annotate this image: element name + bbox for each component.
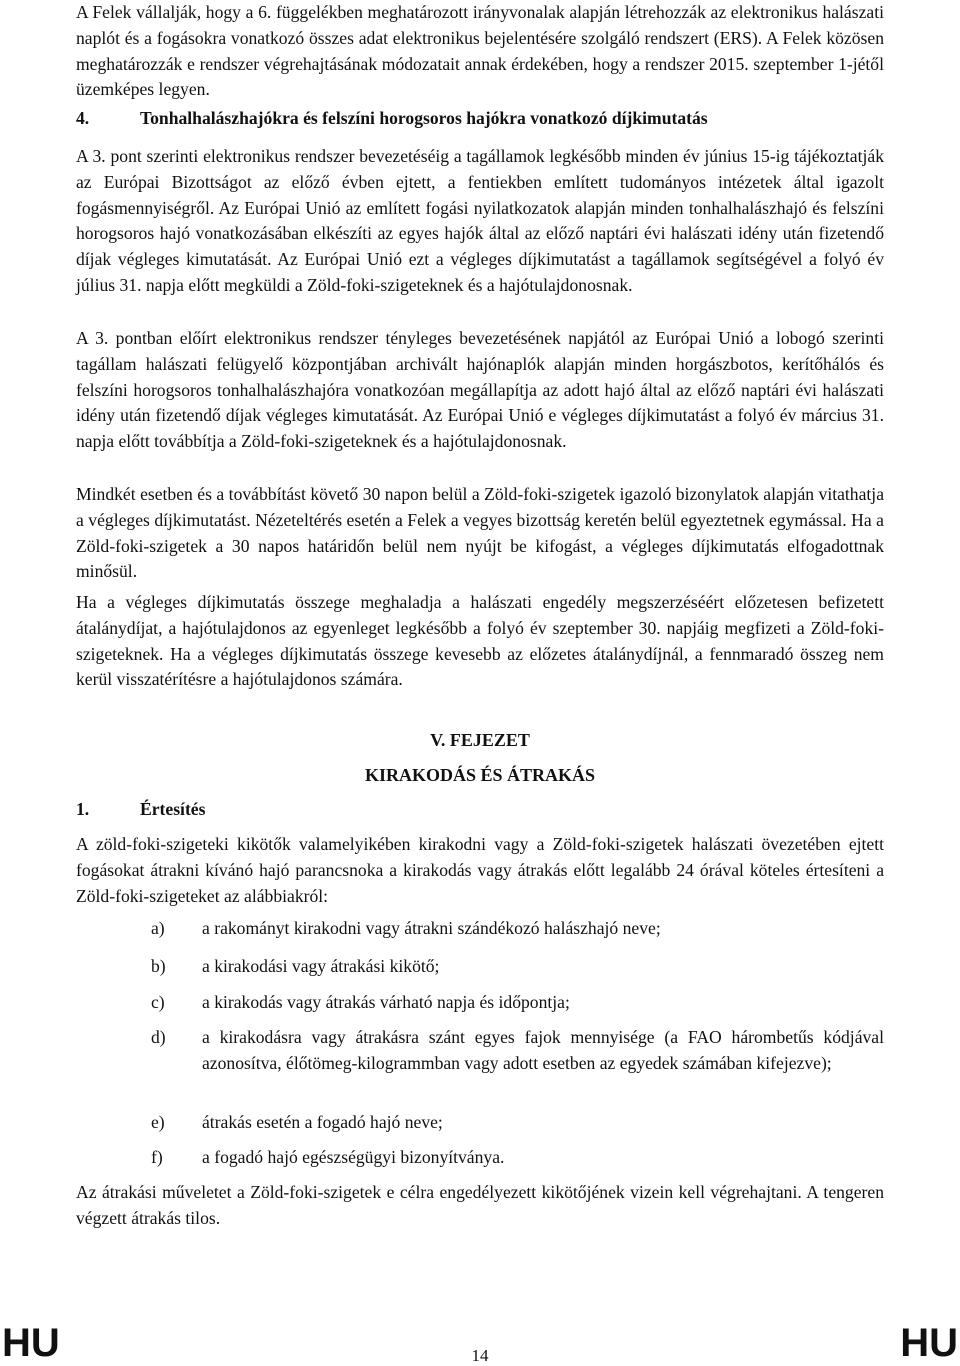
paragraph-dispute: Mindkét esetben és a továbbítást követő 30 napon belül a Zöld-foki-szigetek igazoló bizonylatok alapján vitathatja a végleges díjkimutatást. Nézeteltérés esetén a Felek a vegyes bizottság keretén belül egyeztetnek egymással. Ha a Zöld-foki-szigetek a 30 napos határidőn belül nem nyújt be kifogást, a végleges díjkimutatás elfogadottnak minősül. <box>76 484 884 582</box>
list-item-label: c) <box>151 992 165 1012</box>
list-item-label: f) <box>151 1147 163 1167</box>
list-item-text: a kirakodási vagy átrakási kikötő; <box>202 956 440 976</box>
list-item-text: a rakományt kirakodni vagy átrakni szándékozó halászhajó neve; <box>202 918 661 938</box>
paragraph-a3-first: A 3. pont szerinti elektronikus rendszer bevezetéséig a tagállamok legkésőbb minden év június 15-ig tájékoztatják az Európai Bizottságot az előző évben ejtett, a fentiekben említett tudományos intézetek által igazolt fogásmennyiségről. Az Európai Unió az említett fogási nyilatkozatok alapján minden tonhalhalászhajó és felszíni horogsoros hajó vonatkozásában elkészíti az egyes hajók által az előző naptári évi halászati idény után fizetendő díjak végleges kimutatását. Az Európai Unió ezt a végleges díjkimutatást a tagállamok segítségével a folyó év július 31. napja előtt megküldi a Zöld-foki-szigeteknek és a hajótulajdonosnak. <box>76 146 884 295</box>
footer-language-right: HU <box>900 1321 958 1365</box>
chapter-title: V. FEJEZET <box>430 730 530 750</box>
paragraph-notice: A zöld-foki-szigeteki kikötők valamelyikében kirakodni vagy a Zöld-foki-szigetek halászati övezetében ejtett fogásokat átrakni kívánó hajó parancsnoka a kirakodás vagy átrakás előtt legalább 24 órával köteles értesíteni a Zöld-foki-szigeteket az alábbiakról: <box>76 834 884 906</box>
paragraph-intro: A Felek vállalják, hogy a 6. függelékben meghatározott irányvonalak alapján létrehozzák az elektronikus halászati naplót és a fogásokra vonatkozó összes adat elektronikus bejelentésére szolgáló rendszert (ERS). A Felek közösen meghatározzák e rendszer végrehajtásának módozatait annak érdekében, hogy a rendszer 2015. szeptember 1-jétől üzemképes legyen. <box>76 2 884 100</box>
section-1-title: Értesítés <box>140 799 206 819</box>
list-item-text: a kirakodás vagy átrakás várható napja és időpontja; <box>202 992 570 1012</box>
list-item-text: a kirakodásra vagy átrakásra szánt egyes fajok mennyisége (a FAO hárombetűs kódjával azonosítva, élőtömeg-kilogrammban vagy adott esetben az egyedek számában kifejezve); <box>202 1027 884 1073</box>
list-item-label: b) <box>151 956 166 976</box>
list-item-label: a) <box>151 918 165 938</box>
paragraph-excess: Ha a végleges díjkimutatás összege meghaladja a halászati engedély megszerzéséért előzetesen befizetett átalánydíjat, a hajótulajdonos az egyenleget legkésőbb a folyó év szeptember 30. napjáig megfizeti a Zöld-foki-szigeteknek. Ha a végleges díjkimutatás összege kevesebb az előzetes átalánydíjnál, a fennmaradó összeg nem kerül visszatérítésre a hajótulajdonos számára. <box>76 592 884 690</box>
chapter-subtitle: KIRAKODÁS ÉS ÁTRAKÁS <box>364 765 596 785</box>
list-item-label: d) <box>151 1027 166 1047</box>
paragraph-final: Az átrakási műveletet a Zöld-foki-szigetek e célra engedélyezett kikötőjének vizein kell végrehajtani. A tengeren végzett átrakás tilos. <box>76 1182 884 1228</box>
page-number: 14 <box>471 1346 489 1365</box>
list-item-text: átrakás esetén a fogadó hajó neve; <box>202 1112 443 1132</box>
footer-language-left: HU <box>2 1321 60 1365</box>
section-4-heading <box>76 106 884 132</box>
list-item-text: a fogadó hajó egészségügyi bizonyítványa. <box>202 1147 505 1167</box>
list-item-label: e) <box>151 1112 165 1132</box>
paragraph-a3-second: A 3. pontban előírt elektronikus rendszer tényleges bevezetésének napjától az Európai Unió a lobogó szerinti tagállam halászati felügyelő központjában archivált hajónaplók alapján minden horgászbotos, kerítőhálós és felszíni horogsoros tonhalhalászhajóra vonatkozóan megállapítja az adott hajó által az előző naptári évi halászati idény után fizetendő díjak végleges kimutatását. Az Európai Unió e végleges díjkimutatást a folyó év március 31. napja előtt továbbítja a Zöld-foki-szigeteknek és a hajótulajdonosnak. <box>76 328 884 452</box>
section-4-title: Tonhalhalászhajókra és felszíni horogsoros hajókra vonatkozó díjkimutatás <box>140 108 708 128</box>
section-1-number: 1. <box>76 799 90 819</box>
section-4-number: 4. <box>76 108 90 128</box>
section-1-heading <box>76 797 884 823</box>
